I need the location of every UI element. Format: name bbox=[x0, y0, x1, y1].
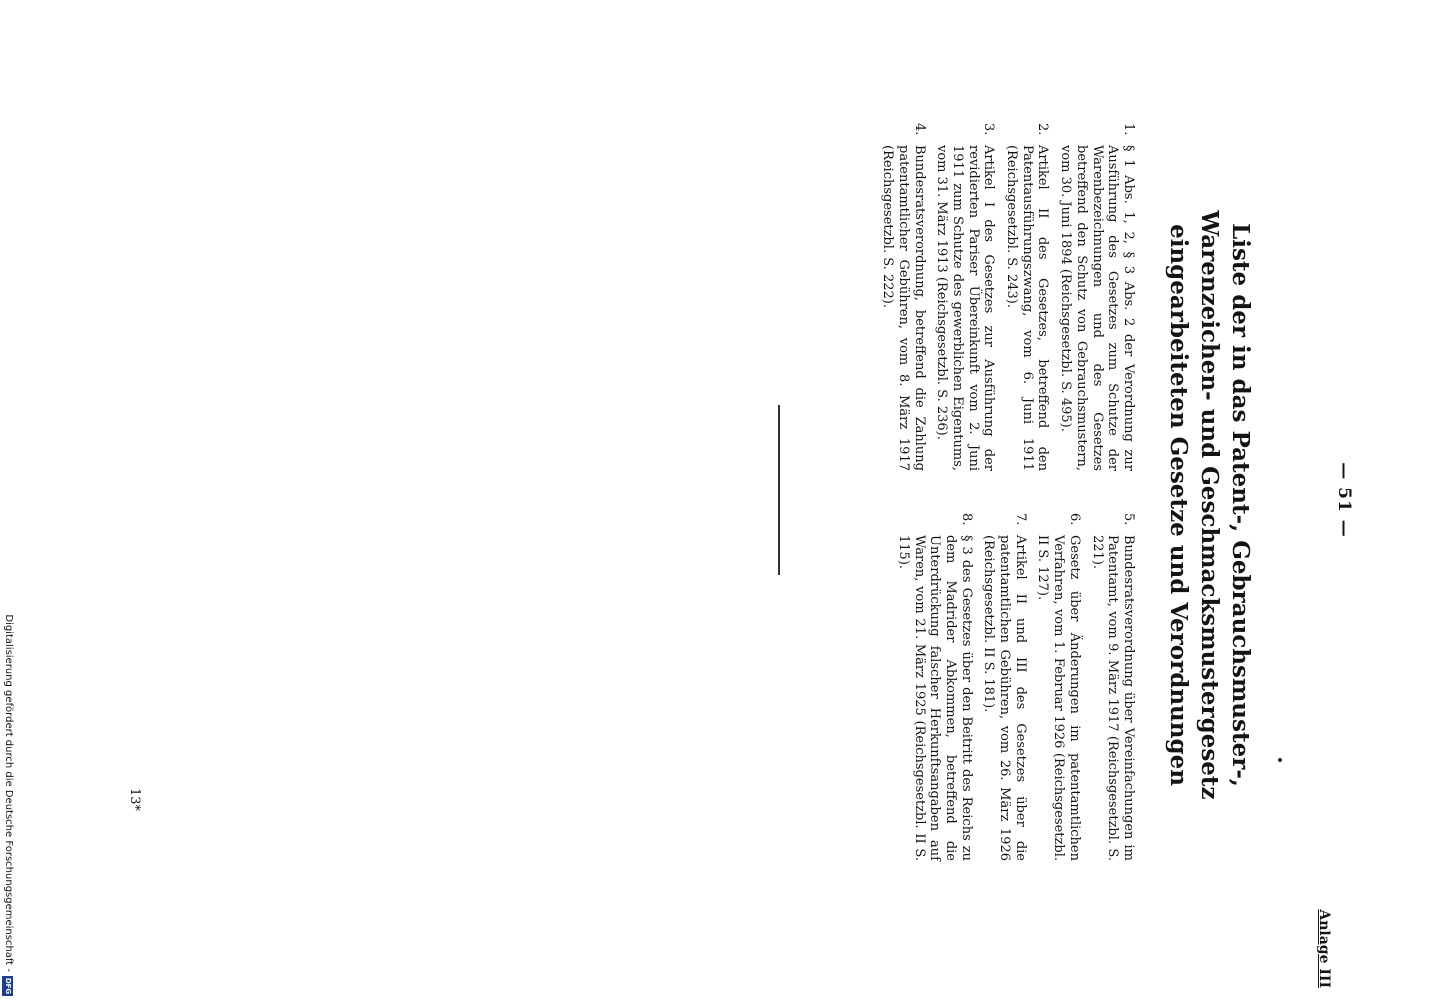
divider-rule bbox=[778, 405, 780, 575]
item-number: 7. bbox=[1012, 513, 1028, 526]
credit-text: Digitalisierung gefördert durch die Deutsche Forschungsgemeinschaft - bbox=[3, 614, 14, 972]
item-number: 5. bbox=[1121, 513, 1136, 526]
item-number: 1. bbox=[1121, 123, 1136, 136]
annex-label: Anlage III bbox=[1316, 909, 1332, 988]
right-column bbox=[888, 513, 1136, 861]
item-text: § 3 des Gesetzes über den Beitritt des Reichs zu dem Madrider Abkommen, betreffend die Unterdrückung falscher Herkunftsangaben auf Waren, vom 21. März 1925 (Reichsgesetzbl. II S. 115). bbox=[895, 535, 974, 861]
left-column bbox=[872, 123, 1136, 471]
list-item bbox=[879, 123, 926, 471]
item-text: Artikel II des Gesetzes, betreffend den Patentausführungszwang, vom 6. Juni 1911 (Reichsgesetzbl. S. 243). bbox=[1004, 145, 1051, 471]
list-item bbox=[934, 123, 997, 471]
digitization-credit bbox=[2, 606, 14, 996]
document-title: Liste der in das Patent-, Gebrauchsmuster-, Warenzeichen- und Geschmacksmustergesetz eingearbeiteten Gesetze und Verordnungen bbox=[1165, 210, 1254, 800]
item-number: 3. bbox=[981, 123, 997, 136]
item-number: 6. bbox=[1066, 513, 1082, 526]
list-item bbox=[1089, 513, 1136, 861]
list-item bbox=[1003, 123, 1050, 471]
list-item bbox=[981, 513, 1028, 861]
item-text: § 1 Abs. 1, 2, § 3 Abs. 2 der Verordnung zur Ausführung des Gesetzes zum Schutze der Warenbezeichnungen und des Gesetzes betreffend den Schutz von Gebrauchsmustern, vom 30. Juni 1894 (Reichsgesetzbl. S. 495). bbox=[1058, 145, 1136, 471]
item-text: Artikel I des Gesetzes zur Ausführung der revidierten Pariser Übereinkunft vom 2. Juni 1911 zum Schutze des gewerblichen Eigentums, vom 31. März 1913 (Reichsgesetzbl. S. 236). bbox=[934, 145, 997, 471]
item-text: Bundesratsverordnung, betreffend die Zahlung patentamtlicher Gebühren, vom 8. März 1917 (Reichsgesetzbl. S. 222). bbox=[880, 145, 927, 471]
list-item bbox=[895, 513, 974, 861]
list-item bbox=[1035, 513, 1082, 861]
dfg-logo: DFG bbox=[4, 977, 13, 995]
page-number: — 51 — bbox=[1334, 462, 1354, 538]
item-text: Artikel II und III des Gesetzes über die patentamtlichen Gebühren, vom 26. März 1926 (Reichsgesetzbl. II S. 181). bbox=[981, 535, 1028, 861]
scan-speck bbox=[1278, 758, 1282, 762]
item-number: 4. bbox=[911, 123, 927, 136]
item-text: Gesetz über Änderungen im patentamtlichen Verfahren, vom 1. Februar 1926 (Reichsgesetzbl. II S. 127). bbox=[1035, 535, 1082, 861]
item-number: 8. bbox=[958, 513, 974, 526]
list-item bbox=[1057, 123, 1136, 471]
item-text: Bundesratsverordnung über Vereinfachungen im Patentamt, vom 9. März 1917 (Reichsgesetzbl. S. 221). bbox=[1089, 535, 1136, 861]
item-number: 2. bbox=[1035, 123, 1051, 136]
sheet-number: 13* bbox=[127, 788, 142, 812]
